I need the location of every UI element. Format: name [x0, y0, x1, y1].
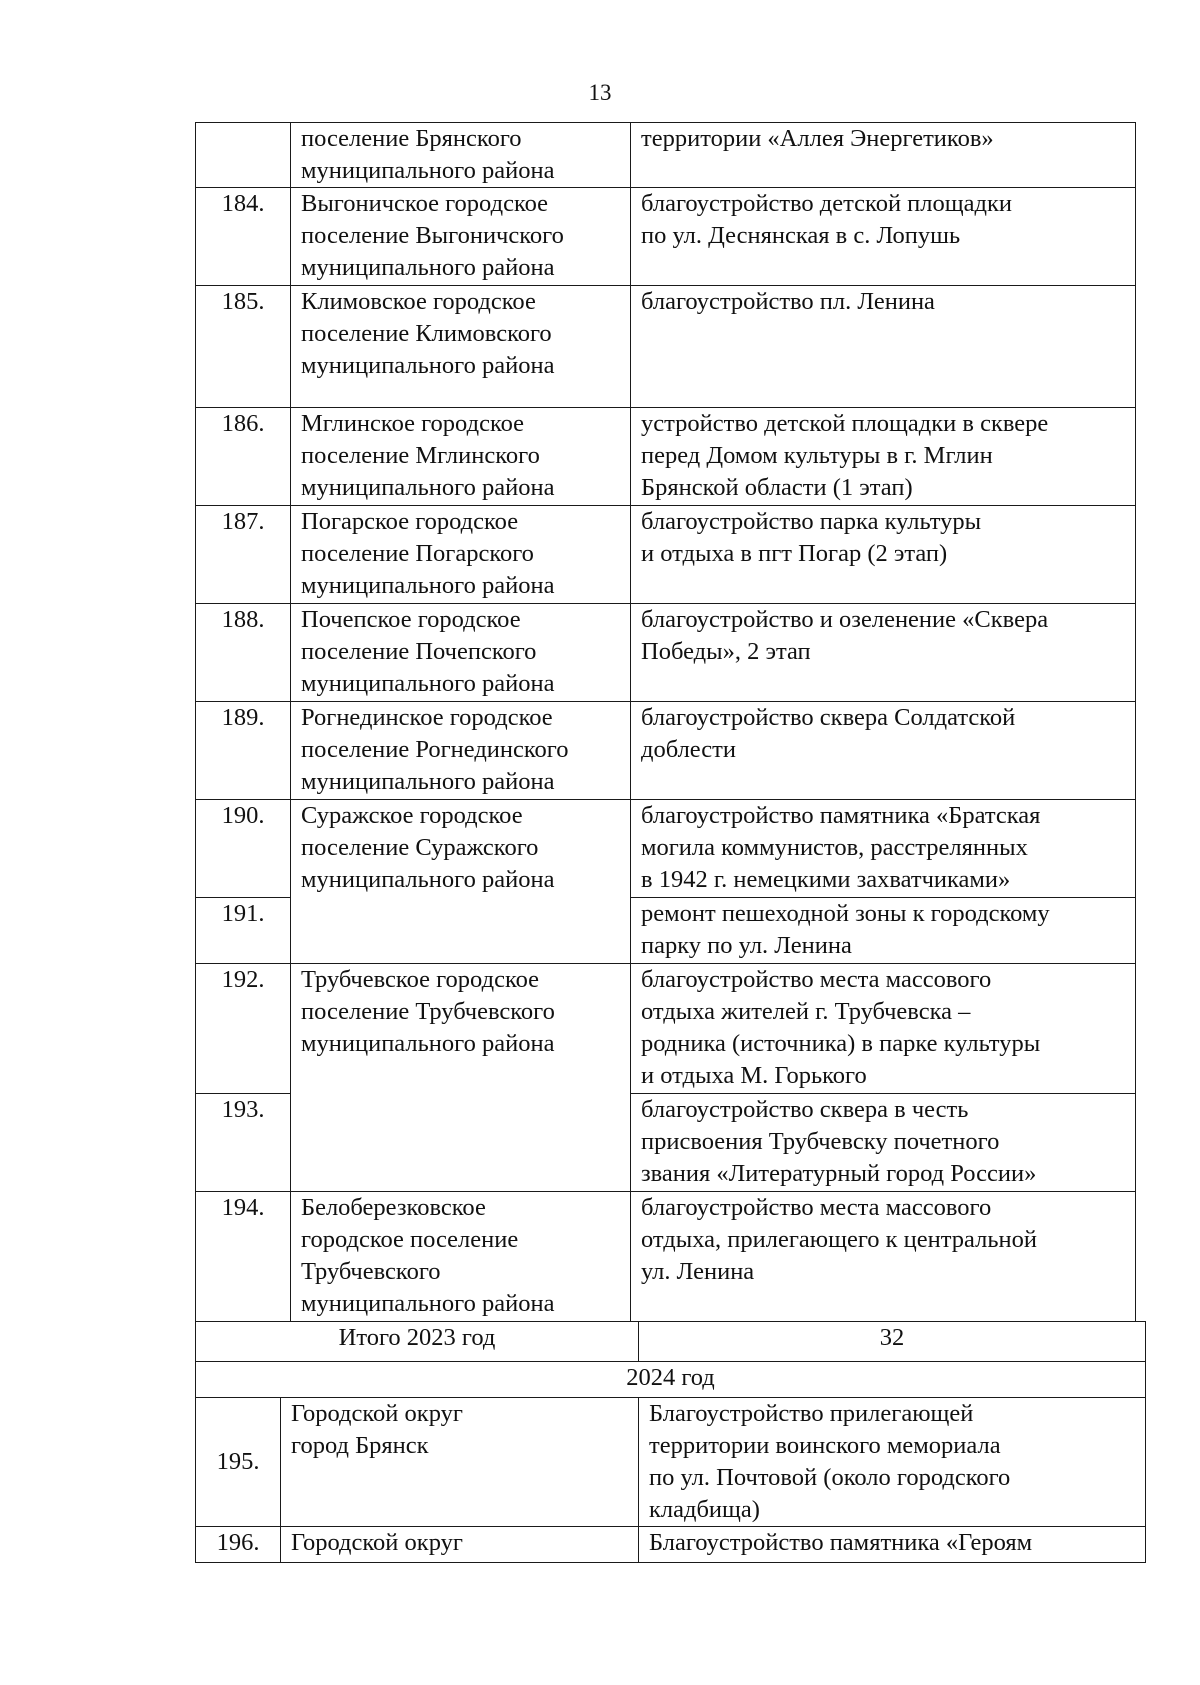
table-2024 — [195, 1321, 1146, 1563]
row-number — [196, 123, 291, 188]
table-row — [196, 964, 1136, 1094]
row-number: 188. — [196, 604, 291, 702]
project-cell: территории «Аллея Энергетиков» — [631, 123, 1136, 188]
table-row — [196, 408, 1136, 506]
settlement-cell: Погарское городское поселение Погарского муниципального района — [291, 506, 631, 604]
settlement-cell: Климовское городское поселение Климовского муниципального района — [291, 286, 631, 408]
table-row — [196, 604, 1136, 702]
project-cell: благоустройство парка культуры и отдыха в пгт Погар (2 этап) — [631, 506, 1136, 604]
table-row — [196, 1192, 1136, 1322]
row-number: 185. — [196, 286, 291, 408]
project-cell: благоустройство сквера Солдатской доблести — [631, 702, 1136, 800]
year-row — [196, 1361, 1146, 1397]
project-cell: благоустройство и озеленение «Сквера Победы», 2 этап — [631, 604, 1136, 702]
year-heading: 2024 год — [196, 1361, 1146, 1397]
total-label: Итого 2023 год — [196, 1321, 639, 1361]
table-row — [196, 123, 1136, 188]
settlement-cell: Рогнединское городское поселение Рогнединского муниципального района — [291, 702, 631, 800]
project-cell: Благоустройство прилегающей территории воинского мемориала по ул. Почтовой (около городского кладбища) — [639, 1397, 1146, 1526]
table-row — [196, 702, 1136, 800]
project-cell: благоустройство сквера в честь присвоения Трубчевску почетного звания «Литературный город России» — [631, 1094, 1136, 1192]
settlement-cell: Суражское городское поселение Суражского муниципального района — [291, 800, 631, 964]
settlement-cell: Почепское городское поселение Почепского муниципального района — [291, 604, 631, 702]
project-cell: устройство детской площадки в сквере перед Домом культуры в г. Мглин Брянской области (1 этап) — [631, 408, 1136, 506]
row-number: 186. — [196, 408, 291, 506]
row-number: 187. — [196, 506, 291, 604]
settlement-cell: Выгоничское городское поселение Выгоничского муниципального района — [291, 188, 631, 286]
project-cell: Благоустройство памятника «Героям — [639, 1526, 1146, 1562]
settlement-cell: Мглинское городское поселение Мглинского муниципального района — [291, 408, 631, 506]
project-cell: благоустройство места массового отдыха жителей г. Трубчевска – родника (источника) в парке культуры и отдыха М. Горького — [631, 964, 1136, 1094]
settlement-cell: Трубчевское городское поселение Трубчевского муниципального района — [291, 964, 631, 1192]
table-2023 — [195, 122, 1136, 1322]
row-number: 192. — [196, 964, 291, 1094]
table-row — [196, 506, 1136, 604]
row-number: 190. — [196, 800, 291, 898]
row-number: 195. — [196, 1397, 281, 1526]
table-row — [196, 1526, 1146, 1562]
row-number: 194. — [196, 1192, 291, 1322]
table-row — [196, 1397, 1146, 1526]
project-cell: ремонт пешеходной зоны к городскому парку по ул. Ленина — [631, 898, 1136, 964]
row-number: 184. — [196, 188, 291, 286]
project-cell: благоустройство детской площадки по ул. Деснянская в с. Лопушь — [631, 188, 1136, 286]
table-row — [196, 286, 1136, 408]
row-number: 189. — [196, 702, 291, 800]
document-sheet — [195, 122, 1145, 1563]
settlement-cell: Белоберезковское городское поселение Трубчевского муниципального района — [291, 1192, 631, 1322]
project-cell: благоустройство памятника «Братская могила коммунистов, расстрелянных в 1942 г. немецкими захватчиками» — [631, 800, 1136, 898]
project-cell: благоустройство места массового отдыха, прилегающего к центральной ул. Ленина — [631, 1192, 1136, 1322]
row-number: 191. — [196, 898, 291, 964]
settlement-cell: Городской округ город Брянск — [281, 1397, 639, 1526]
table-row — [196, 188, 1136, 286]
total-row — [196, 1321, 1146, 1361]
table-row — [196, 800, 1136, 898]
total-value: 32 — [639, 1321, 1146, 1361]
project-cell: благоустройство пл. Ленина — [631, 286, 1136, 408]
settlement-cell: Городской округ — [281, 1526, 639, 1562]
settlement-cell: поселение Брянского муниципального района — [291, 123, 631, 188]
row-number: 193. — [196, 1094, 291, 1192]
page-number: 13 — [588, 80, 612, 105]
row-number: 196. — [196, 1526, 281, 1562]
